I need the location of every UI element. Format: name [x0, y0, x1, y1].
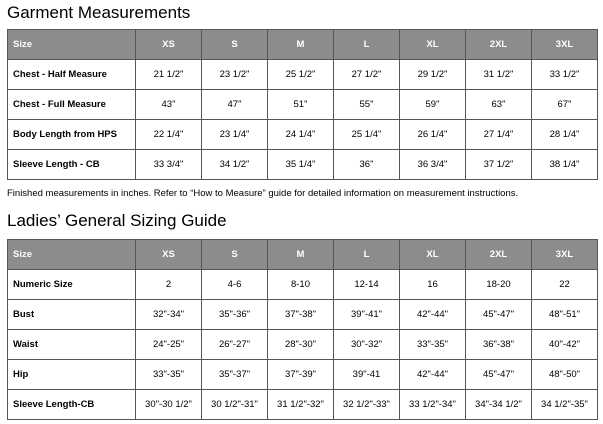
table-cell: 31 1/2"-32" — [268, 390, 334, 420]
table-cell: 18-20 — [466, 270, 532, 300]
row-label: Waist — [8, 330, 136, 360]
table-cell: 33"-35" — [136, 360, 202, 390]
table-row — [8, 150, 598, 180]
table-cell: 35 1/4" — [268, 150, 334, 180]
table-cell: 34 1/2"-35" — [532, 390, 598, 420]
table-cell: 25 1/2" — [268, 60, 334, 90]
table-row — [8, 60, 598, 90]
header-row — [8, 30, 598, 60]
table-cell: 35"-36" — [202, 300, 268, 330]
table-cell: 23 1/2" — [202, 60, 268, 90]
table-cell: 25 1/4" — [334, 120, 400, 150]
garment-measurements-title: Garment Measurements — [7, 3, 191, 22]
table-cell: 36 3/4" — [400, 150, 466, 180]
table-cell: 55" — [334, 90, 400, 120]
table-cell: 26 1/4" — [400, 120, 466, 150]
table-cell: 8-10 — [268, 270, 334, 300]
row-label: Chest - Full Measure — [8, 90, 136, 120]
column-header: Size — [8, 240, 136, 270]
table-row — [8, 270, 598, 300]
table-cell: 67" — [532, 90, 598, 120]
table-row — [8, 360, 598, 390]
table-cell: 59" — [400, 90, 466, 120]
table-cell: 37 1/2" — [466, 150, 532, 180]
row-label: Body Length from HPS — [8, 120, 136, 150]
column-header: S — [202, 240, 268, 270]
column-header: XL — [400, 30, 466, 60]
table-cell: 38 1/4" — [532, 150, 598, 180]
table-cell: 37"-39" — [268, 360, 334, 390]
table-cell: 22 1/4" — [136, 120, 202, 150]
garment-measurements-table — [7, 29, 598, 180]
table-cell: 31 1/2" — [466, 60, 532, 90]
table-cell: 35"-37" — [202, 360, 268, 390]
column-header: M — [268, 240, 334, 270]
table-cell: 24"-25" — [136, 330, 202, 360]
table-cell: 30 1/2"-31" — [202, 390, 268, 420]
table-cell: 23 1/4" — [202, 120, 268, 150]
column-header: L — [334, 240, 400, 270]
header-row — [8, 240, 598, 270]
table-cell: 42"-44" — [400, 300, 466, 330]
table-cell: 48"-50" — [532, 360, 598, 390]
column-header: 2XL — [466, 240, 532, 270]
table-cell: 27 1/2" — [334, 60, 400, 90]
table-row — [8, 330, 598, 360]
table-cell: 32"-34" — [136, 300, 202, 330]
table-cell: 42"-44" — [400, 360, 466, 390]
table-cell: 33 1/2" — [532, 60, 598, 90]
table-row — [8, 300, 598, 330]
column-header: Size — [8, 30, 136, 60]
table-cell: 47" — [202, 90, 268, 120]
table-cell: 37"-38" — [268, 300, 334, 330]
column-header: 3XL — [532, 30, 598, 60]
table-cell: 32 1/2"-33" — [334, 390, 400, 420]
table-cell: 30"-32" — [334, 330, 400, 360]
table-cell: 29 1/2" — [400, 60, 466, 90]
column-header: XL — [400, 240, 466, 270]
table-cell: 21 1/2" — [136, 60, 202, 90]
table-row — [8, 390, 598, 420]
table-cell: 45"-47" — [466, 300, 532, 330]
table-cell: 51" — [268, 90, 334, 120]
table-cell: 63" — [466, 90, 532, 120]
table-cell: 36" — [334, 150, 400, 180]
table-cell: 33 3/4" — [136, 150, 202, 180]
table-row — [8, 120, 598, 150]
table-cell: 30"-30 1/2" — [136, 390, 202, 420]
table-cell: 45"-47" — [466, 360, 532, 390]
measurement-note: Finished measurements in inches. Refer to “How to Measure” guide for detailed information on measurement instructions. — [7, 188, 519, 199]
table-cell: 24 1/4" — [268, 120, 334, 150]
column-header: L — [334, 30, 400, 60]
table-row — [8, 90, 598, 120]
table-cell: 36"-38" — [466, 330, 532, 360]
row-label: Sleeve Length-CB — [8, 390, 136, 420]
column-header: 2XL — [466, 30, 532, 60]
table-cell: 2 — [136, 270, 202, 300]
table-cell: 39"-41 — [334, 360, 400, 390]
table-cell: 27 1/4" — [466, 120, 532, 150]
table-cell: 22 — [532, 270, 598, 300]
ladies-sizing-table — [7, 239, 598, 420]
table-cell: 16 — [400, 270, 466, 300]
table-cell: 39"-41" — [334, 300, 400, 330]
table-cell: 34 1/2" — [202, 150, 268, 180]
table-cell: 26"-27" — [202, 330, 268, 360]
table-cell: 33 1/2"-34" — [400, 390, 466, 420]
table-cell: 34"-34 1/2" — [466, 390, 532, 420]
column-header: 3XL — [532, 240, 598, 270]
table-cell: 28"-30" — [268, 330, 334, 360]
column-header: XS — [136, 30, 202, 60]
column-header: S — [202, 30, 268, 60]
column-header: XS — [136, 240, 202, 270]
table-cell: 33"-35" — [400, 330, 466, 360]
table-cell: 12-14 — [334, 270, 400, 300]
row-label: Sleeve Length - CB — [8, 150, 136, 180]
table-cell: 28 1/4" — [532, 120, 598, 150]
row-label: Hip — [8, 360, 136, 390]
column-header: M — [268, 30, 334, 60]
table-cell: 48"-51" — [532, 300, 598, 330]
row-label: Chest - Half Measure — [8, 60, 136, 90]
ladies-sizing-guide-title: Ladies’ General Sizing Guide — [7, 211, 227, 230]
row-label: Numeric Size — [8, 270, 136, 300]
row-label: Bust — [8, 300, 136, 330]
table-cell: 43" — [136, 90, 202, 120]
table-cell: 4-6 — [202, 270, 268, 300]
table-cell: 40"-42" — [532, 330, 598, 360]
